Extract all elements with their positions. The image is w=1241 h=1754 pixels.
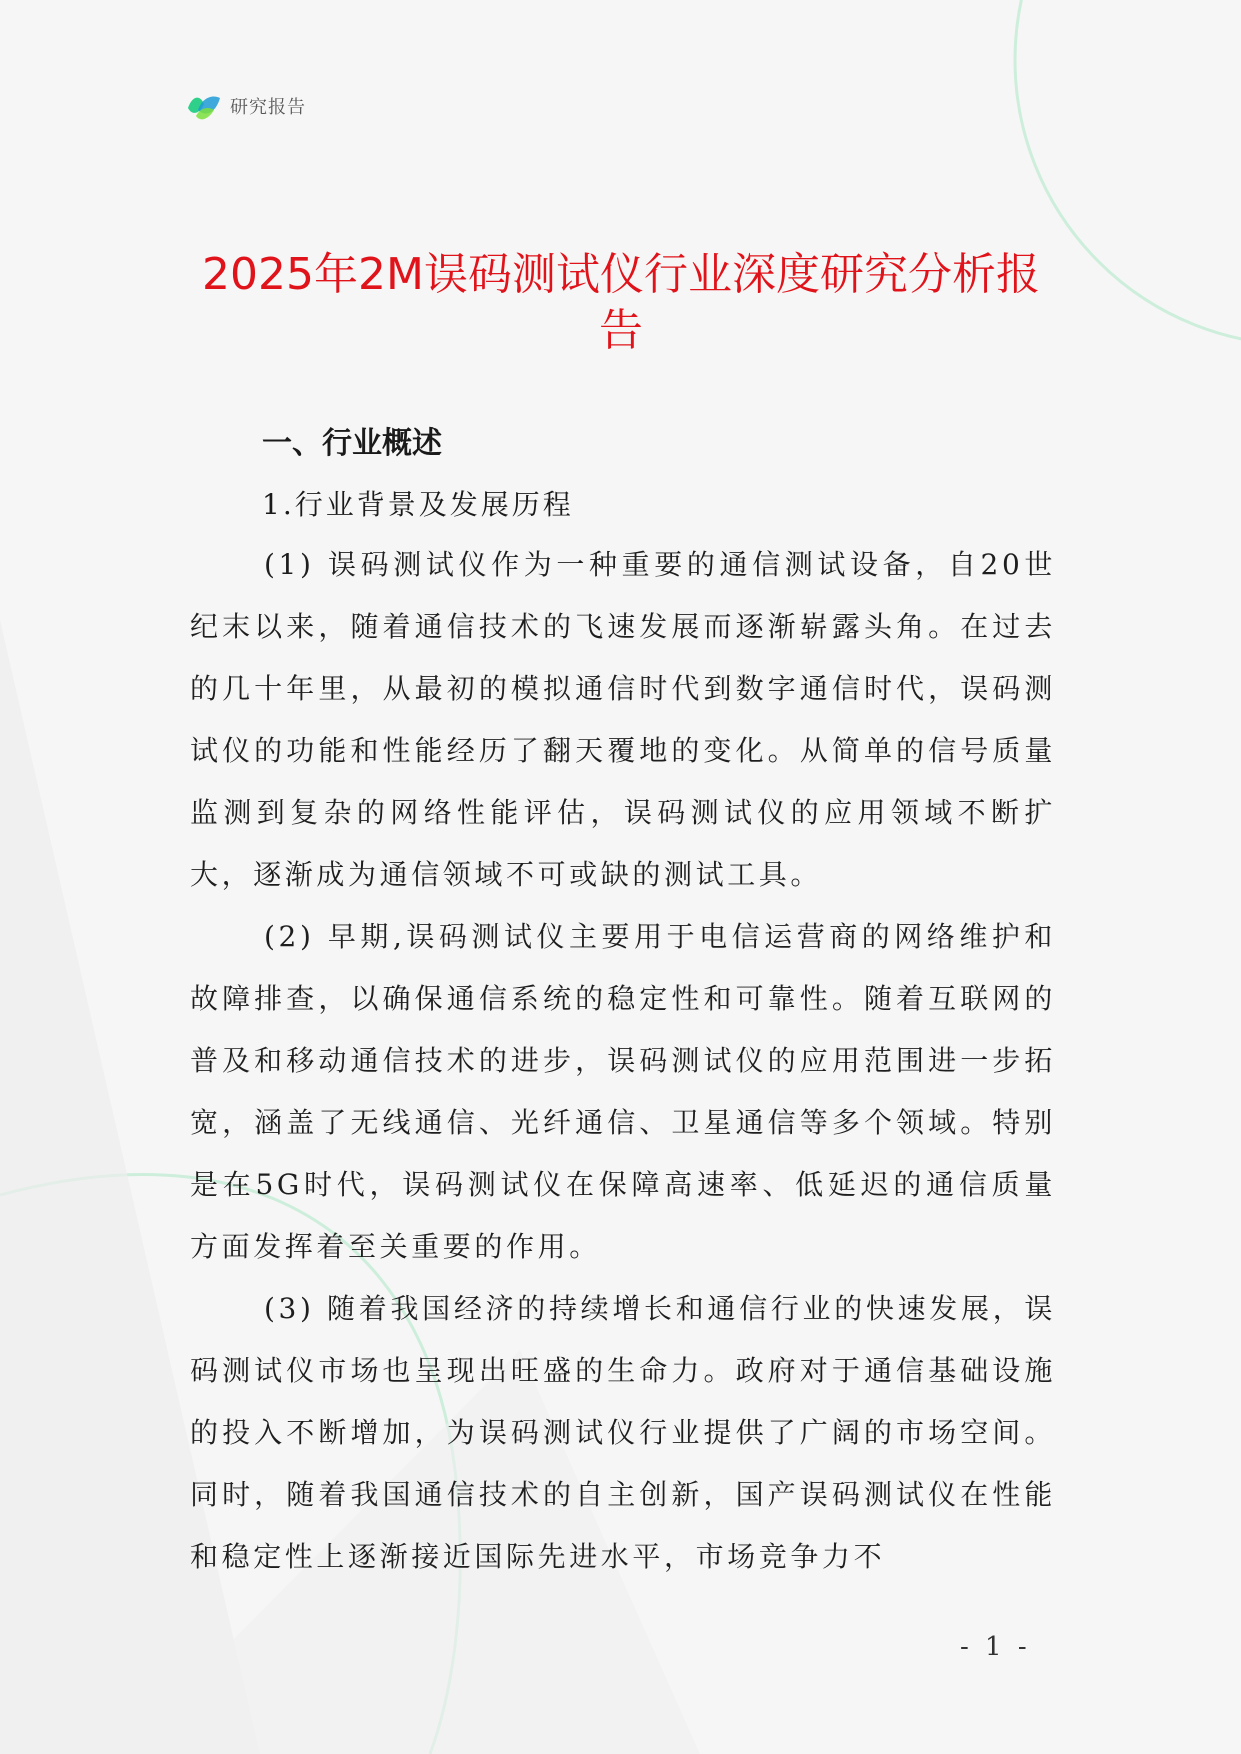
paragraph: (2) 早期,误码测试仪主要用于电信运营商的网络维护和故障排查，以确保通信系统的稳定性和可靠性。随着互联网的普及和移动通信技术的进步，误码测试仪的应用范围进一步拓宽，涵盖了无线通信、光纤通信、卫星通信等多个领域。特别是在5G时代，误码测试仪在保障高速率、低延迟的通信质量方面发挥着至关重要的作用。 xyxy=(190,920,1056,1263)
section-heading: 一、行业概述 xyxy=(262,426,442,461)
page-number: - 1 - xyxy=(960,1632,1031,1662)
document-title: 2025年2M误码测试仪行业深度研究分析报告 xyxy=(202,249,1040,357)
leaf-logo-icon xyxy=(186,90,222,122)
header-label: 研究报告 xyxy=(230,97,306,118)
page-header xyxy=(186,88,306,124)
paragraph: (1) 误码测试仪作为一种重要的通信测试设备，自20世纪末以来，随着通信技术的飞速发展而逐渐崭露头角。在过去的几十年里，从最初的模拟通信时代到数字通信时代，误码测试仪的功能和性能经历了翻天覆地的变化。从简单的信号质量监测到复杂的网络性能评估，误码测试仪的应用领域不断扩大，逐渐成为通信领域不可或缺的测试工具。 xyxy=(190,548,1056,891)
subsection-heading: 1.行业背景及发展历程 xyxy=(262,488,574,521)
paragraph: (3) 随着我国经济的持续增长和通信行业的快速发展，误码测试仪市场也呈现出旺盛的生命力。政府对于通信基础设施的投入不断增加，为误码测试仪行业提供了广阔的市场空间。同时，随着我国通信技术的自主创新，国产误码测试仪在性能和稳定性上逐渐接近国际先进水平，市场竞争力不 xyxy=(190,1292,1056,1573)
